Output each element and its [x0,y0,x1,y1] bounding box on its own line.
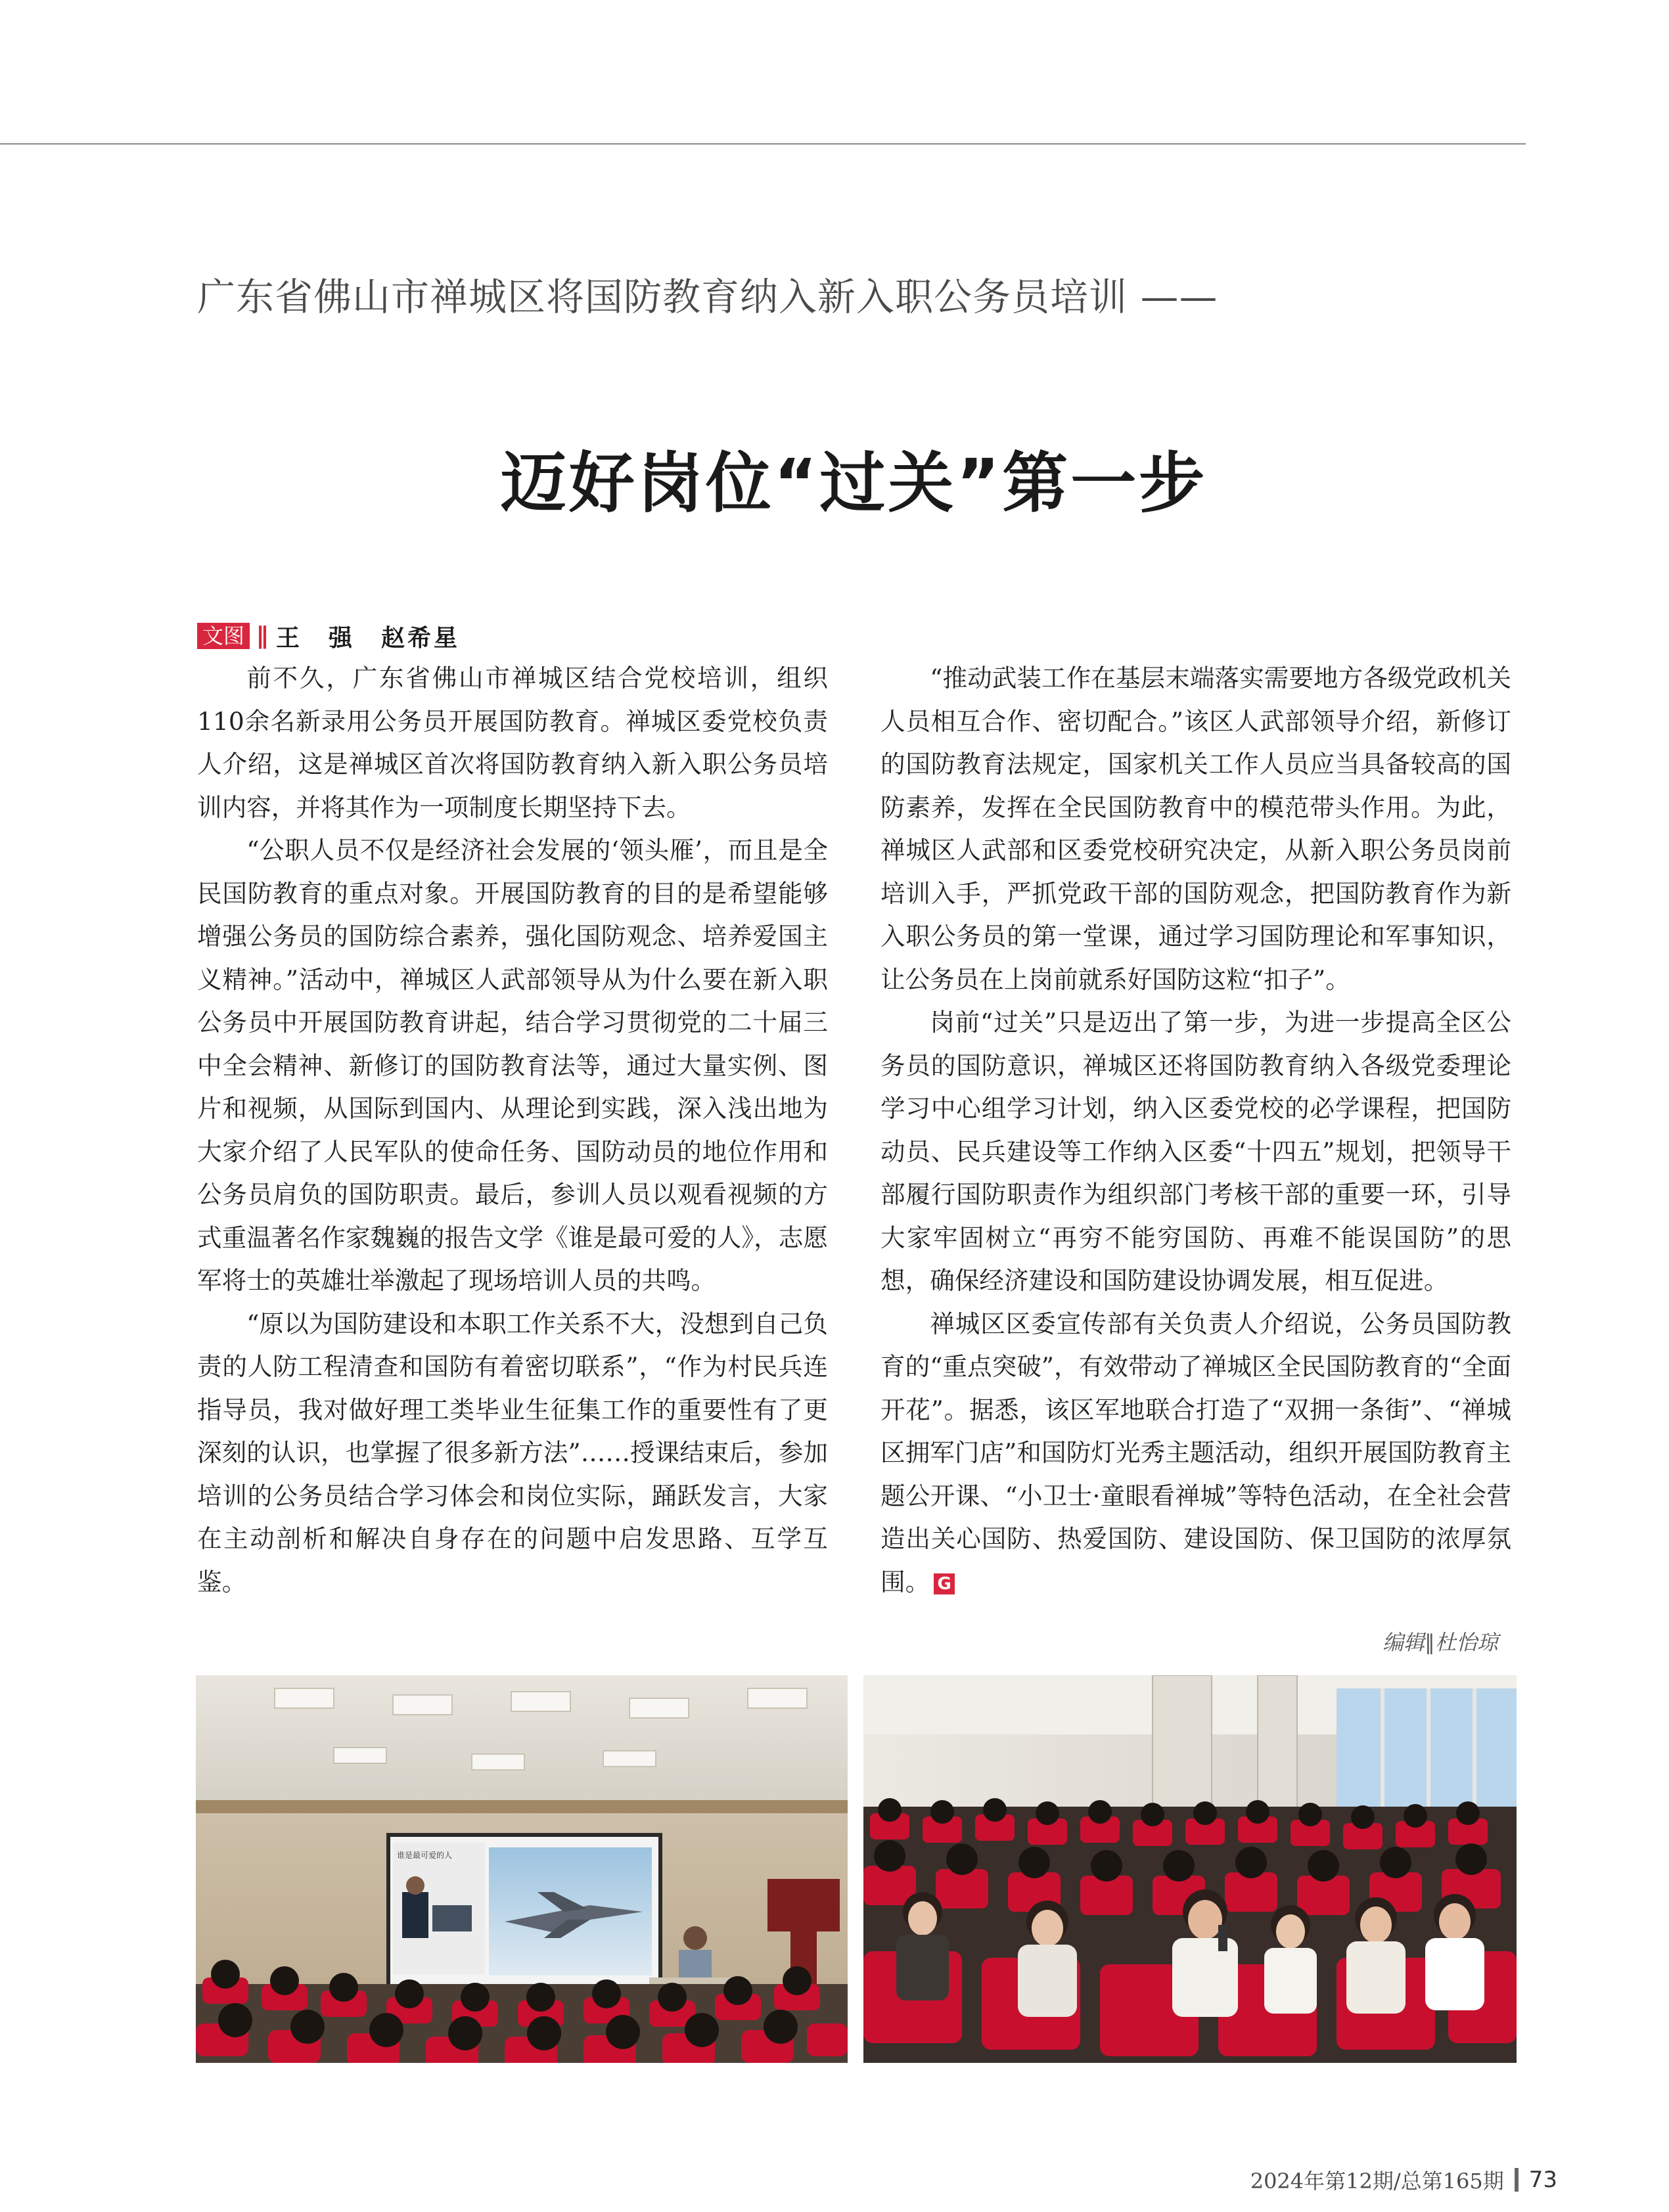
page-number: 73 [1528,2167,1557,2193]
trainees-illustration [863,1675,1517,2063]
body-paragraph: “公职人员不仅是经济社会发展的‘领头雁’，而且是全民国防教育的重点对象。开展国防教育的目的是希望能够增强公务员的国防综合素养，强化国防观念、培养爱国主义精神。”活动中，禅城区人武部领导从为什么要在新入职公务员中开展国防教育讲起，结合学习贯彻党的二十届三中全会精神、新修订的国防教育法等，通过大量实例、图片和视频，从国际到国内、从理论到实践，深入浅出地为大家介绍了人民军队的使命任务、国防动员的地位作用和公务员肩负的国防职责。最后，参训人员以观看视频的方式重温著名作家魏巍的报告文学《谁是最可爱的人》，志愿军将士的英雄壮举激起了现场培训人员的共鸣。 [197,836,828,1295]
body-column-right [880,657,1511,1604]
photo-lecture-hall [196,1675,848,2063]
editor-credit: 编辑∥杜怡琼 [1382,1630,1498,1655]
body-paragraph-final [880,1303,1511,1604]
byline-separator: ∥ [256,622,269,650]
byline [197,621,460,651]
photo-trainees-discussion [863,1675,1517,2063]
body-paragraph-text: 禅城区区委宣传部有关负责人介绍说，公务员国防教育的“重点突破”，有效带动了禅城区全民国防教育的“全面开花”。据悉，该区军地联合打造了“双拥一条街”、“禅城区拥军门店”和国防灯光秀主题活动，组织开展国防教育主题公开课、“小卫士·童眼看禅城”等特色活动，在全社会营造出关心国防、热爱国防、建设国防、保卫国防的浓厚氛围。 [880,1309,1511,1596]
issue-label: 2024年第12期/总第165期 [1250,2169,1504,2194]
article-subtitle: 广东省佛山市禅城区将国防教育纳入新入职公务员培训 —— [197,275,1218,319]
byline-authors: 王 强 赵希星 [276,624,461,652]
body-paragraph: 岗前“过关”只是迈出了第一步，为进一步提高全区公务员的国防意识，禅城区还将国防教育纳入各级党委理论学习中心组学习计划，纳入区委党校的必学课程，把国防动员、民兵建设等工作纳入区委“十四五”规划，把领导干部履行国防职责作为组织部门考核干部的重要一环，引导大家牢固树立“再穷不能穷国防、再难不能误国防”的思想，确保经济建设和国防建设协调发展，相互促进。 [880,1008,1511,1295]
byline-badge: 文图 [197,623,250,649]
footer-divider [1515,2168,1519,2192]
body-column-left [197,657,828,1604]
body-paragraph: 前不久，广东省佛山市禅城区结合党校培训，组织110余名新录用公务员开展国防教育。禅城区委党校负责人介绍，这是禅城区首次将国防教育纳入新入职公务员培训内容，并将其作为一项制度长期坚持下去。 [197,664,828,822]
article-title: 迈好岗位“过关”第一步 [500,445,1208,522]
body-paragraph: “原以为国防建设和本职工作关系不大，没想到自己负责的人防工程清查和国防有着密切联系”，“作为村民兵连指导员，我对做好理工类毕业生征集工作的重要性有了更深刻的认识，也掌握了很多新方法”……授课结束后，参加培训的公务员结合学习体会和岗位实际，踊跃发言，大家在主动剖析和解决自身存在的问题中启发思路、互学互鉴。 [197,1309,828,1596]
page-footer [1250,2165,1557,2195]
end-mark-icon: G [934,1573,955,1594]
lecture-hall-illustration [196,1675,848,2063]
slide-caption: 谁是最可爱的人 [397,1851,453,1860]
body-paragraph: “推动武装工作在基层末端落实需要地方各级党政机关人员相互合作、密切配合。”该区人武部领导介绍，新修订的国防教育法规定，国家机关工作人员应当具备较高的国防素养，发挥在全民国防教育中的模范带头作用。为此，禅城区人武部和区委党校研究决定，从新入职公务员岗前培训入手，严抓党政干部的国防观念，把国防教育作为新入职公务员的第一堂课，通过学习国防理论和军事知识，让公务员在上岗前就系好国防这粒“扣子”。 [880,664,1511,994]
header-rule [0,143,1526,145]
